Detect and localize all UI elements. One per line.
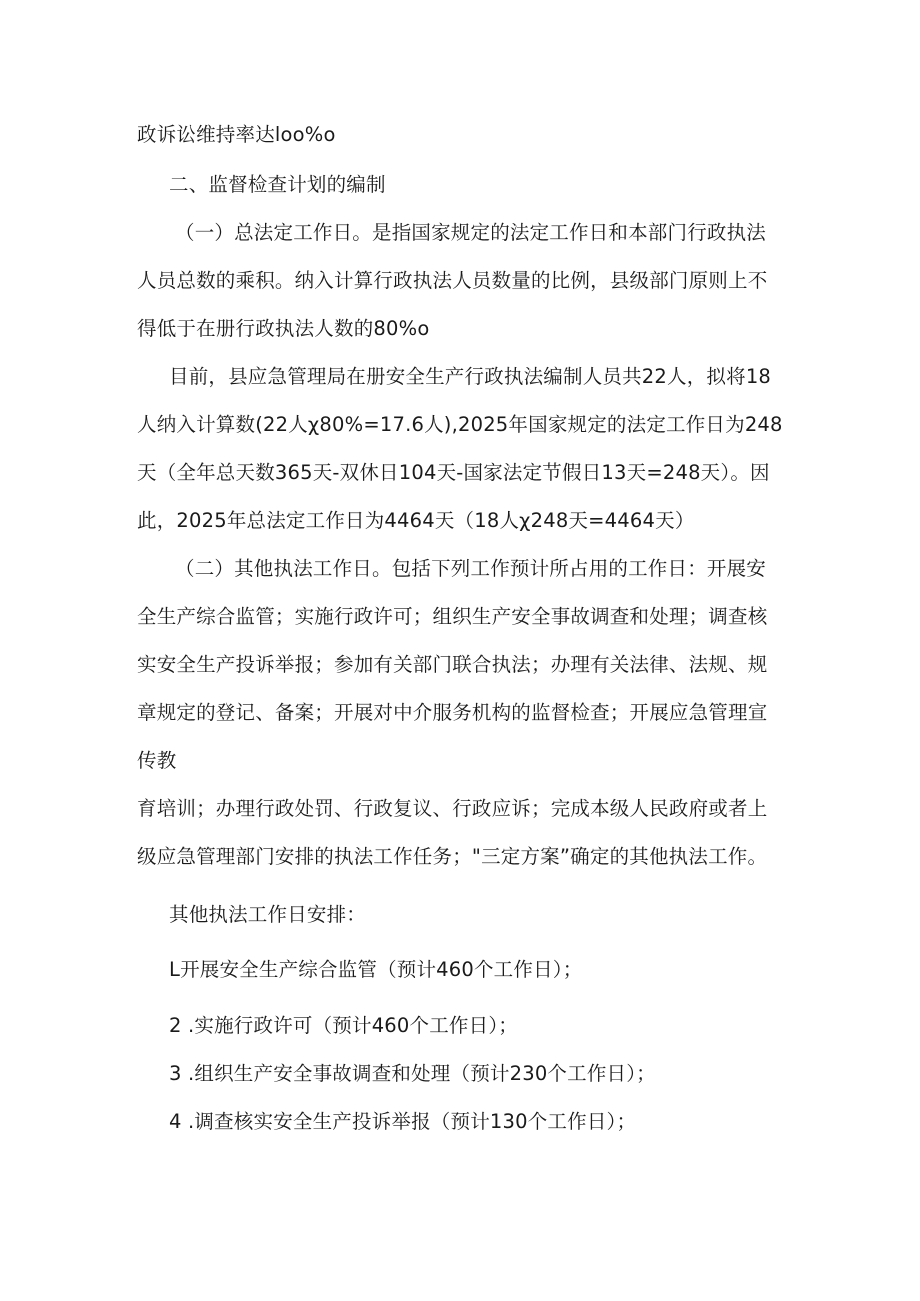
- text-line: （二）其他执法工作日。包括下列工作预计所占用的工作日：开展安: [175, 557, 767, 580]
- section-heading: 二、监督检查计划的编制: [169, 173, 386, 196]
- list-item: 2 .实施行政许可（预计460个工作日）；: [169, 1014, 518, 1037]
- text-line: 育培训；办理行政处罚、行政复议、行政应诉；完成本级人民政府或者上: [137, 797, 768, 820]
- text-line: 全生产综合监管；实施行政许可；组织生产安全事故调查和处理；调查核: [137, 605, 768, 628]
- text-line: 实安全生产投诉举报；参加有关部门联合执法；办理有关法律、法规、规: [137, 653, 768, 676]
- text-line: 人员总数的乘积。纳入计算行政执法人员数量的比例，县级部门原则上不: [137, 269, 768, 292]
- text-line: 人纳入计算数(22人χ80%=17.6人),2025年国家规定的法定工作日为248: [137, 413, 783, 436]
- list-item: L开展安全生产综合监管（预计460个工作日）；: [169, 958, 583, 981]
- text-line: 政诉讼维持率达loo%o: [137, 123, 336, 146]
- list-item: 4 .调查核实安全生产投诉举报（预计130个工作日）；: [169, 1110, 637, 1133]
- text-line: 天（全年总天数365天-双休日104天-国家法定节假日13天=248天）。因: [137, 461, 770, 484]
- text-line: 得低于在册行政执法人数的80%o: [137, 317, 430, 340]
- text-line: 级应急管理部门安排的执法工作任务；"三定方案”确定的其他执法工作。: [137, 845, 768, 868]
- list-item: 3 .组织生产安全事故调查和处理（预计230个工作日）；: [169, 1062, 656, 1085]
- text-line: 其他执法工作日安排：: [169, 903, 367, 926]
- text-line: 传教: [137, 749, 177, 772]
- text-line: （一）总法定工作日。是指国家规定的法定工作日和本部门行政执法: [175, 221, 767, 244]
- text-line: 章规定的登记、备案；开展对中介服务机构的监督检查；开展应急管理宣: [137, 701, 768, 724]
- text-line: 此，2025年总法定工作日为4464天（18人χ248天=4464天）: [137, 509, 695, 532]
- text-line: 目前，县应急管理局在册安全生产行政执法编制人员共22人，拟将18: [169, 365, 772, 388]
